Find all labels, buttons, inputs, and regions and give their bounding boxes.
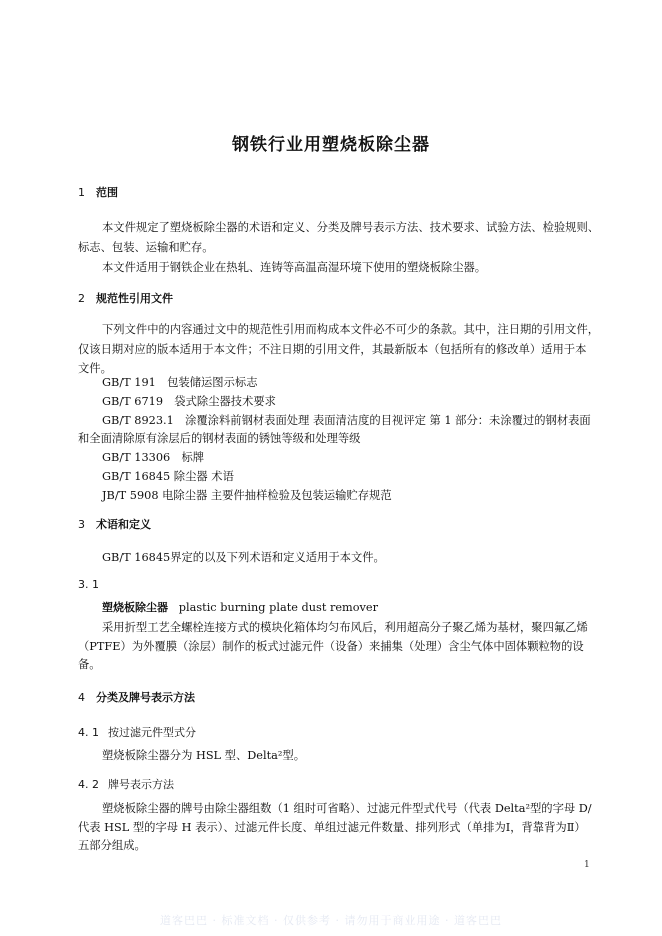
section-3-heading bbox=[78, 516, 151, 532]
section-1-heading bbox=[78, 184, 118, 200]
reference-item: GB/T 191 包装储运图示标志 bbox=[102, 376, 258, 389]
paragraph-line: GB/T 16845界定的以及下列术语和定义适用于本文件。 bbox=[102, 551, 385, 564]
footer-watermark: 道客巴巴 · 标准文档 · 仅供参考 · 请勿用于商业用途 · 道客巴巴 bbox=[160, 914, 502, 927]
paragraph-line: 本文件规定了塑烧板除尘器的术语和定义、分类及牌号表示方法、技术要求、试验方法、检验规则、 bbox=[102, 221, 600, 234]
subsection-title: 按过滤元件型式分 bbox=[108, 726, 196, 739]
section-title: 分类及牌号表示方法 bbox=[96, 691, 195, 704]
term-chinese: 塑烧板除尘器 bbox=[102, 601, 168, 614]
section-number: 3 bbox=[78, 518, 85, 531]
paragraph-line: 标志、包装、运输和贮存。 bbox=[78, 241, 214, 254]
section-2-heading bbox=[78, 290, 173, 306]
reference-item: JB/T 5908 电除尘器 主要件抽样检验及包装运输贮存规范 bbox=[102, 489, 392, 502]
definition-line: 采用折型工艺全螺栓连接方式的模块化箱体均匀布风后，利用超高分子聚乙烯为基材，聚四氟乙烯 bbox=[102, 621, 588, 634]
subsection-number: 4. 1 bbox=[78, 726, 99, 739]
paragraph-line: 塑烧板除尘器分为 HSL 型、Delta²型。 bbox=[102, 749, 305, 762]
reference-item: 和全面清除原有涂层后的钢材表面的锈蚀等级和处理等级 bbox=[78, 432, 361, 445]
section-title: 术语和定义 bbox=[96, 518, 151, 531]
section-title: 范围 bbox=[96, 186, 118, 199]
section-number: 4 bbox=[78, 691, 85, 704]
reference-item: GB/T 8923.1 涂覆涂料前钢材表面处理 表面清洁度的目视评定 第 1 部分：未涂覆过的钢材表面 bbox=[102, 414, 591, 427]
paragraph-line: 仅该日期对应的版本适用于本文件；不注日期的引用文件，其最新版本（包括所有的修改单）适用于本 bbox=[78, 343, 587, 356]
section-4-heading bbox=[78, 689, 195, 705]
definition-line: （PTFE）为外覆膜（涂层）制作的板式过滤元件（设备）来捕集（处理）含尘气体中固体颗粒物的设 bbox=[78, 640, 584, 653]
subsection-4-2-heading bbox=[78, 776, 174, 792]
reference-item: GB/T 16845 除尘器 术语 bbox=[102, 470, 234, 483]
page-number: 1 bbox=[584, 860, 590, 870]
paragraph-line: 塑烧板除尘器的牌号由除尘器组数（1 组时可省略）、过滤元件型式代号（代表 Delta²型的字母 D/ bbox=[102, 802, 592, 815]
subsection-4-1-heading bbox=[78, 724, 196, 740]
subsection-number: 3. 1 bbox=[78, 578, 99, 591]
paragraph-line: 代表 HSL 型的字母 H 表示）、过滤元件长度、单组过滤元件数量、排列形式（单排为Ⅰ，背靠背为Ⅱ） bbox=[78, 821, 586, 834]
section-number: 1 bbox=[78, 186, 85, 199]
reference-item: GB/T 6719 袋式除尘器技术要求 bbox=[102, 395, 276, 408]
section-number: 2 bbox=[78, 292, 85, 305]
subsection-number: 4. 2 bbox=[78, 778, 99, 791]
paragraph-line: 文件。 bbox=[78, 362, 112, 375]
reference-item: GB/T 13306 标牌 bbox=[102, 451, 205, 464]
subsection-title: 牌号表示方法 bbox=[108, 778, 174, 791]
paragraph-line: 五部分组成。 bbox=[78, 839, 146, 852]
paragraph-line: 本文件适用于钢铁企业在热轧、连铸等高温高湿环境下使用的塑烧板除尘器。 bbox=[102, 261, 487, 274]
section-title: 规范性引用文件 bbox=[96, 292, 173, 305]
document-title: 钢铁行业用塑烧板除尘器 bbox=[232, 135, 430, 155]
term-entry bbox=[102, 598, 378, 618]
term-english: plastic burning plate dust remover bbox=[178, 601, 379, 614]
paragraph-line: 下列文件中的内容通过文中的规范性引用而构成本文件必不可少的条款。其中，注日期的引用文件， bbox=[102, 323, 600, 336]
definition-line: 备。 bbox=[78, 658, 101, 671]
